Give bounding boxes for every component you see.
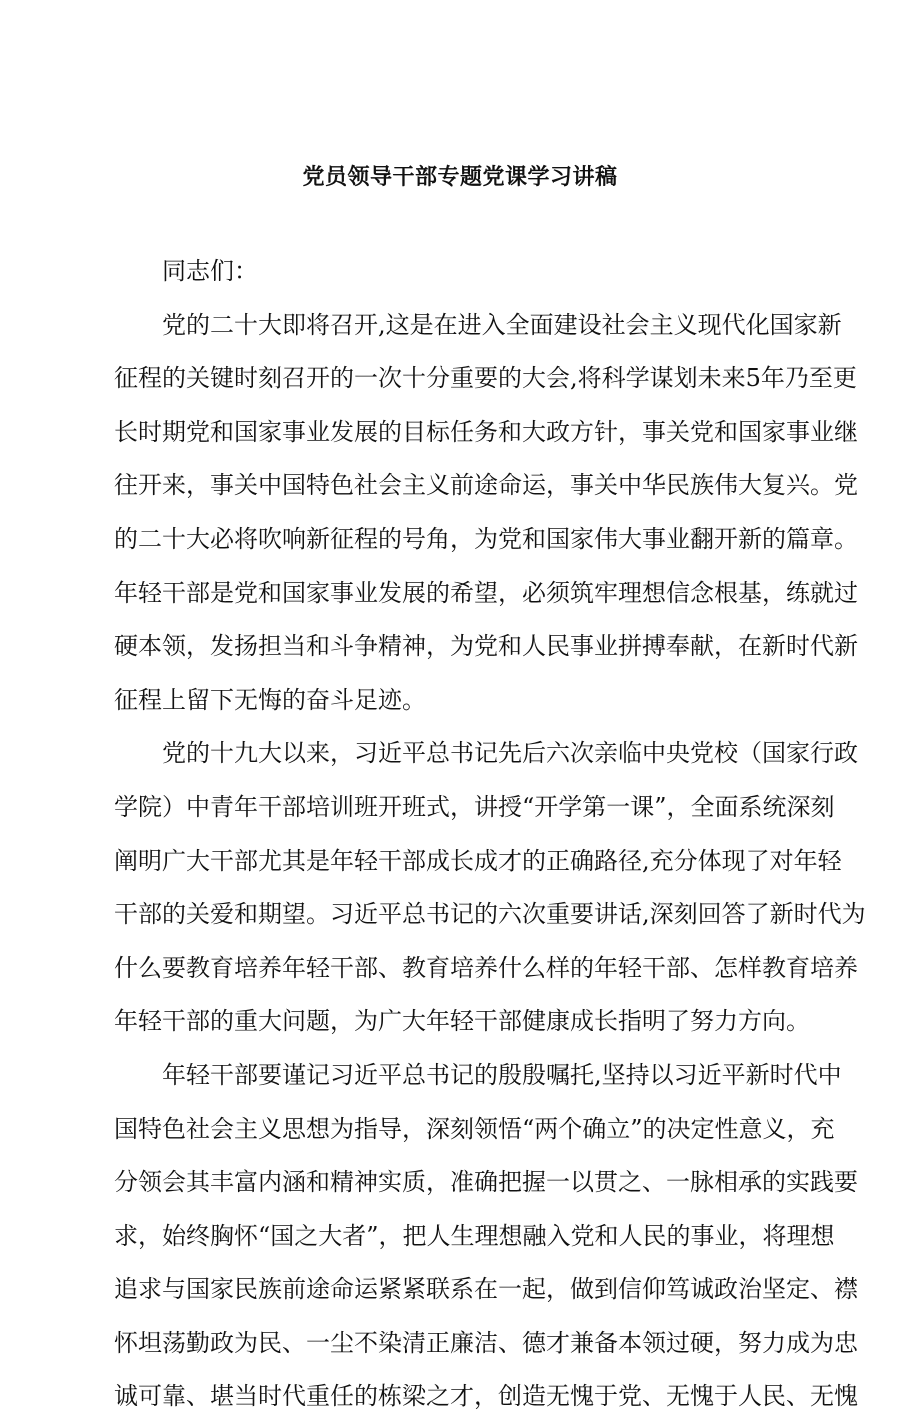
paragraph-2: [114, 727, 866, 1049]
paragraph-line: 年轻干部是党和国家事业发展的希望，必须筑牢理想信念根基，练就过: [114, 578, 858, 607]
salutation: 同志们：: [162, 257, 258, 285]
paragraph-line: 征程上留下无悔的奋斗足迹。: [114, 685, 426, 714]
paragraph-line: 年轻干部的重大问题，为广大年轻干部健康成长指明了努力方向。: [114, 1007, 810, 1036]
paragraph-line: 诚可靠、堪当时代重任的栋梁之才，创造无愧于党、无愧于人民、无愧: [114, 1382, 858, 1411]
document-body: [114, 245, 866, 1424]
paragraph-line: 学院）中青年干部培训班开班式，讲授“开学第一课”，全面系统深刻: [114, 792, 835, 821]
paragraph-1: [114, 299, 858, 728]
paragraph-line: 长时期党和国家事业发展的目标任务和大政方针，事关党和国家事业继: [114, 417, 858, 446]
document-title: 党员领导干部专题党课学习讲稿: [302, 165, 618, 190]
paragraph-line: 党的十九大以来，习近平总书记先后六次亲临中央党校（国家行政: [162, 739, 858, 768]
paragraph-line: 什么要教育培养年轻干部、教育培养什么样的年轻干部、怎样教育培养: [114, 953, 858, 982]
paragraph-line: 干部的关爱和期望。习近平总书记的六次重要讲话,深刻回答了新时代为: [114, 900, 866, 929]
paragraph-3: [114, 1049, 858, 1424]
paragraph-line: 追求与国家民族前途命运紧紧联系在一起，做到信仰笃诚政治坚定、襟: [114, 1275, 858, 1304]
paragraph-line: 求，始终胸怀“国之大者”，把人生理想融入党和人民的事业，将理想: [114, 1221, 835, 1250]
paragraph-line: 阐明广大干部尤其是年轻干部成长成才的正确路径,充分体现了对年轻: [114, 846, 842, 875]
paragraph-line: 往开来，事关中国特色社会主义前途命运，事关中华民族伟大复兴。党: [114, 471, 858, 500]
paragraph-line: 硬本领，发扬担当和斗争精神，为党和人民事业拼搏奉献，在新时代新: [114, 632, 858, 661]
paragraph-line: 分领会其丰富内涵和精神实质，准确把握一以贯之、一脉相承的实践要: [114, 1168, 858, 1197]
paragraph-line: 年轻干部要谨记习近平总书记的殷殷嘱托,坚持以习近平新时代中: [162, 1060, 842, 1089]
paragraph-line: 的二十大必将吹响新征程的号角，为党和国家伟大事业翻开新的篇章。: [114, 524, 858, 553]
paragraph-line: 怀坦荡勤政为民、一尘不染清正廉洁、德才兼备本领过硬，努力成为忠: [114, 1328, 858, 1357]
paragraph-line: 国特色社会主义思想为指导，深刻领悟“两个确立”的决定性意义，充: [114, 1114, 835, 1143]
paragraph-line: 党的二十大即将召开,这是在进入全面建设社会主义现代化国家新: [162, 310, 842, 339]
paragraph-line: 征程的关键时刻召开的一次十分重要的大会,将科学谋划未来5年乃至更: [114, 364, 857, 393]
